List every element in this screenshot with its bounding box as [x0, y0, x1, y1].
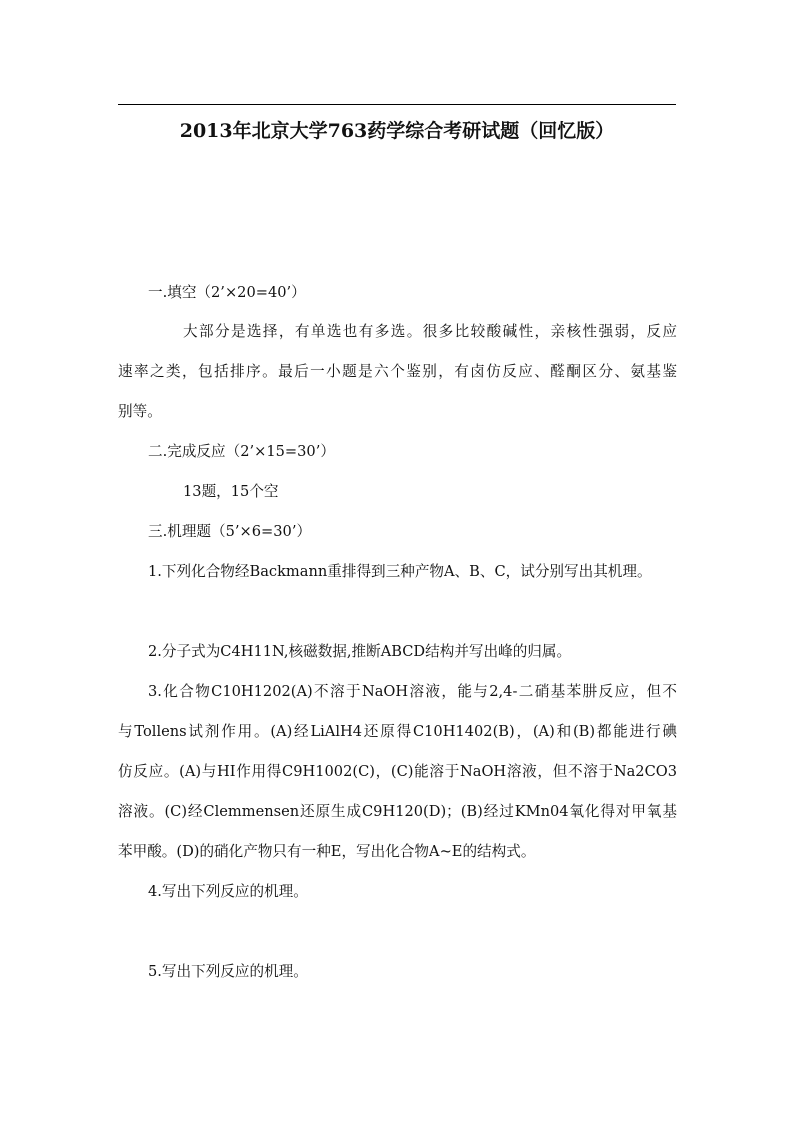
- question-item: 3.化合物C10H1202(A)不溶于NaOH溶液，能与2,4-二硝基苯肼反应，但不: [148, 683, 677, 700]
- section-heading: 三.机理题（5’×6=30’）: [148, 523, 312, 540]
- question-item: 5.写出下列反应的机理。: [148, 963, 308, 980]
- paragraph-line: 大部分是选择，有单选也有多选。很多比较酸碱性，亲核性强弱，反应: [183, 323, 677, 340]
- header-rule: [118, 104, 676, 105]
- question-item: 4.写出下列反应的机理。: [148, 883, 308, 900]
- paragraph-line: 仿反应。(A)与HI作用得C9H1002(C)，(C)能溶于NaOH溶液，但不溶于Na2CO3: [118, 763, 677, 780]
- paragraph-line: 溶液。(C)经Clemmensen还原生成C9H120(D)；(B)经过KMn04氧化得对甲氧基: [118, 803, 677, 820]
- paragraph-line: 苯甲酸。(D)的硝化产物只有一种E，写出化合物A~E的结构式。: [118, 843, 536, 860]
- section-heading: 二.完成反应（2’×15=30’）: [148, 443, 335, 460]
- section-heading: 一.填空（2’×20=40’）: [148, 284, 306, 301]
- document-title: 2013年北京大学763药学综合考研试题（回忆版）: [179, 120, 615, 142]
- paragraph-line: 速率之类，包括排序。最后一小题是六个鉴别，有卤仿反应、醛酮区分、氨基鉴: [118, 363, 677, 380]
- question-item: 1.下列化合物经Backmann重排得到三种产物A、B、C，试分别写出其机理。: [148, 563, 652, 580]
- paragraph-line: 与Tollens试剂作用。(A)经LiAlH4还原得C10H1402(B)，(A)和(B)都能进行碘: [118, 723, 677, 740]
- paragraph-line: 13题，15个空: [183, 483, 279, 500]
- paragraph-line: 别等。: [118, 403, 162, 420]
- question-item: 2.分子式为C4H11N,核磁数据,推断ABCD结构并写出峰的归属。: [148, 643, 572, 660]
